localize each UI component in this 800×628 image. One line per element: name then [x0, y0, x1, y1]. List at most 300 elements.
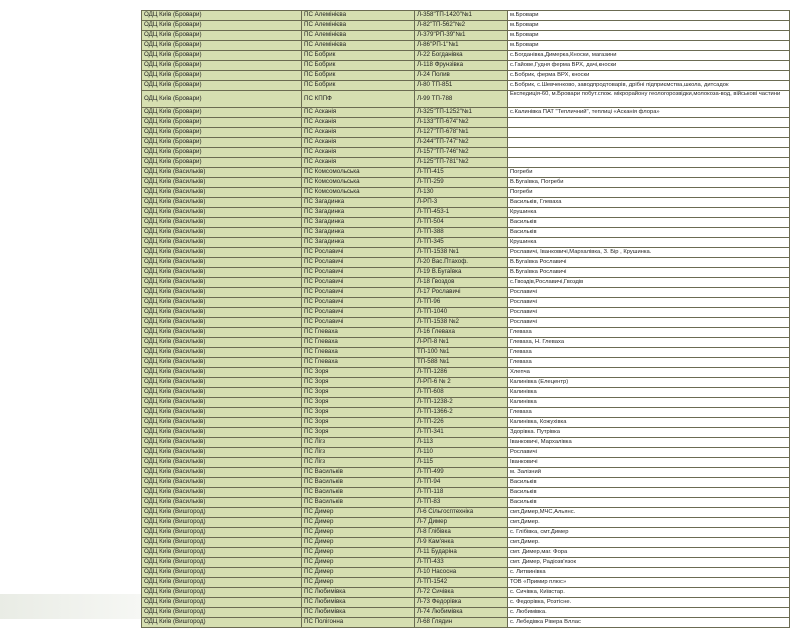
- dispatch-center-cell: ОДЦ Київ (Васильків): [142, 468, 302, 478]
- dispatch-center-cell: ОДЦ Київ (Вишгород): [142, 538, 302, 548]
- feeder-line-cell: Л-157"ТП-746"№2: [415, 148, 508, 158]
- table-row: [142, 328, 790, 338]
- feeder-line-cell: Л-99 ТП-788: [415, 91, 508, 108]
- affected-area-cell: Васильків: [508, 478, 790, 488]
- feeder-line-cell: Л-325"ТП-1252"№1: [415, 108, 508, 118]
- substation-cell: ПС Комсомольська: [302, 168, 415, 178]
- table-row: [142, 228, 790, 238]
- dispatch-center-cell: ОДЦ Київ (Васильків): [142, 338, 302, 348]
- feeder-line-cell: Л-110: [415, 448, 508, 458]
- dispatch-center-cell: ОДЦ Київ (Бровари): [142, 118, 302, 128]
- affected-area-cell: Васильків, Глеваха: [508, 198, 790, 208]
- feeder-line-cell: Л-80 ТП-851: [415, 81, 508, 91]
- dispatch-center-cell: ОДЦ Київ (Вишгород): [142, 508, 302, 518]
- affected-area-cell: Рославичі: [508, 318, 790, 328]
- dispatch-center-cell: ОДЦ Київ (Васильків): [142, 368, 302, 378]
- dispatch-center-cell: ОДЦ Київ (Бровари): [142, 138, 302, 148]
- feeder-line-cell: Л-ТП-94: [415, 478, 508, 488]
- dispatch-center-cell: ОДЦ Київ (Васильків): [142, 228, 302, 238]
- table-row: [142, 338, 790, 348]
- table-row: [142, 138, 790, 148]
- substation-cell: ПС Васильків: [302, 498, 415, 508]
- affected-area-cell: м.Бровари: [508, 11, 790, 21]
- substation-cell: ПС Димер: [302, 538, 415, 548]
- feeder-line-cell: Л-358"ТП-1420"№1: [415, 11, 508, 21]
- substation-cell: ПС Лігз: [302, 448, 415, 458]
- feeder-line-cell: Л-ТП-1538 №2: [415, 318, 508, 328]
- dispatch-center-cell: ОДЦ Київ (Бровари): [142, 21, 302, 31]
- dispatch-center-cell: ОДЦ Київ (Васильків): [142, 408, 302, 418]
- affected-area-cell: м.Бровари: [508, 31, 790, 41]
- affected-area-cell: Рославичі: [508, 448, 790, 458]
- affected-area-cell: Калинівка, Кожухівка: [508, 418, 790, 428]
- affected-area-cell: с.Гайове,Гудня ферма ВРХ, дачі,кноски: [508, 61, 790, 71]
- dispatch-center-cell: ОДЦ Київ (Бровари): [142, 148, 302, 158]
- table-row: [142, 348, 790, 358]
- feeder-line-cell: Л-ТП-1286: [415, 368, 508, 378]
- feeder-line-cell: Л-11 Бударіна: [415, 548, 508, 558]
- table-row: [142, 508, 790, 518]
- affected-area-cell: В.Бугаївка Рославичі: [508, 258, 790, 268]
- substation-cell: ПС Загадинка: [302, 218, 415, 228]
- feeder-line-cell: Л-РП-6 № 2: [415, 378, 508, 388]
- dispatch-center-cell: ОДЦ Київ (Васильків): [142, 198, 302, 208]
- feeder-line-cell: Л-РП-3: [415, 198, 508, 208]
- feeder-line-cell: Л-118 Фрунзівка: [415, 61, 508, 71]
- substation-cell: ПС Рославичі: [302, 278, 415, 288]
- feeder-line-cell: Л-ТП-415: [415, 168, 508, 178]
- feeder-line-cell: Л-115: [415, 458, 508, 468]
- dispatch-center-cell: ОДЦ Київ (Вишгород): [142, 558, 302, 568]
- dispatch-center-cell: ОДЦ Київ (Васильків): [142, 378, 302, 388]
- affected-area-cell: с.Богданівка,Димерка,Кноски, магазини: [508, 51, 790, 61]
- feeder-line-cell: Л-ТП-1366-2: [415, 408, 508, 418]
- affected-area-cell: с. Литвинівка: [508, 568, 790, 578]
- dispatch-center-cell: ОДЦ Київ (Васильків): [142, 438, 302, 448]
- dispatch-center-cell: ОДЦ Київ (Бровари): [142, 91, 302, 108]
- substation-cell: ПС КППФ: [302, 91, 415, 108]
- affected-area-cell: [508, 128, 790, 138]
- feeder-line-cell: ТП-100 №1: [415, 348, 508, 358]
- affected-area-cell: с.Калинівка ПАТ "Тепличний", теплиці «Асканія флора»: [508, 108, 790, 118]
- table-row: [142, 71, 790, 81]
- dispatch-center-cell: ОДЦ Київ (Бровари): [142, 128, 302, 138]
- feeder-line-cell: Л-16 Глеваха: [415, 328, 508, 338]
- substation-cell: ПС Рославичі: [302, 248, 415, 258]
- dispatch-center-cell: ОДЦ Київ (Бровари): [142, 51, 302, 61]
- feeder-line-cell: Л-379"РП-39"№1: [415, 31, 508, 41]
- affected-area-cell: [508, 158, 790, 168]
- affected-area-cell: с. Сичівка, Київстар.: [508, 588, 790, 598]
- table-row: [142, 308, 790, 318]
- dispatch-center-cell: ОДЦ Київ (Вишгород): [142, 548, 302, 558]
- feeder-line-cell: Л-ТП-96: [415, 298, 508, 308]
- table-row: [142, 588, 790, 598]
- affected-area-cell: [508, 148, 790, 158]
- table-row: [142, 458, 790, 468]
- table-row: [142, 448, 790, 458]
- table-row: [142, 468, 790, 478]
- dispatch-center-cell: ОДЦ Київ (Бровари): [142, 41, 302, 51]
- dispatch-center-cell: ОДЦ Київ (Бровари): [142, 158, 302, 168]
- affected-area-cell: смт. Димер, Радіозв'язок: [508, 558, 790, 568]
- feeder-line-cell: Л-7 Димер: [415, 518, 508, 528]
- substation-cell: ПС Глеваха: [302, 348, 415, 358]
- feeder-line-cell: Л-130: [415, 188, 508, 198]
- substation-cell: ПС Димер: [302, 508, 415, 518]
- substation-cell: ПС Комсомольська: [302, 188, 415, 198]
- dispatch-center-cell: ОДЦ Київ (Васильків): [142, 218, 302, 228]
- substation-cell: ПС Глеваха: [302, 328, 415, 338]
- substation-cell: ПС Бобрик: [302, 71, 415, 81]
- feeder-line-cell: Л-ТП-433: [415, 558, 508, 568]
- substation-cell: ПС Загадинка: [302, 198, 415, 208]
- dispatch-center-cell: ОДЦ Київ (Вишгород): [142, 588, 302, 598]
- dispatch-center-cell: ОДЦ Київ (Вишгород): [142, 568, 302, 578]
- table-row: [142, 108, 790, 118]
- substation-cell: ПС Зоря: [302, 388, 415, 398]
- affected-area-cell: Погреби: [508, 168, 790, 178]
- table-row: [142, 238, 790, 248]
- affected-area-cell: Крушинка: [508, 238, 790, 248]
- affected-area-cell: В.Бугаївка, Погреби: [508, 178, 790, 188]
- affected-area-cell: Васильків: [508, 228, 790, 238]
- table-row: [142, 208, 790, 218]
- affected-area-cell: Іванковичі, Мархалівка: [508, 438, 790, 448]
- feeder-line-cell: Л-ТП-388: [415, 228, 508, 238]
- dispatch-center-cell: ОДЦ Київ (Вишгород): [142, 598, 302, 608]
- feeder-line-cell: Л-ТП-345: [415, 238, 508, 248]
- table-row: [142, 278, 790, 288]
- table-row: [142, 148, 790, 158]
- affected-area-cell: [508, 138, 790, 148]
- outage-schedule-sheet: [141, 10, 789, 628]
- dispatch-center-cell: ОДЦ Київ (Васильків): [142, 418, 302, 428]
- feeder-line-cell: Л-6 Сільгосптехніка: [415, 508, 508, 518]
- table-row: [142, 258, 790, 268]
- affected-area-cell: с. Глібівка, смт.Димер: [508, 528, 790, 538]
- substation-cell: ПС Глеваха: [302, 358, 415, 368]
- feeder-line-cell: Л-22 Богданівка: [415, 51, 508, 61]
- dispatch-center-cell: ОДЦ Київ (Васильків): [142, 168, 302, 178]
- table-row: [142, 498, 790, 508]
- substation-cell: ПС Алемінієва: [302, 41, 415, 51]
- table-row: [142, 528, 790, 538]
- table-row: [142, 31, 790, 41]
- substation-cell: ПС Васильків: [302, 488, 415, 498]
- feeder-line-cell: ТП-588 №1: [415, 358, 508, 368]
- feeder-line-cell: Л-ТП-453-1: [415, 208, 508, 218]
- affected-area-cell: с.Бобрик, ферма ВРХ, кноски: [508, 71, 790, 81]
- affected-area-cell: [508, 118, 790, 128]
- substation-cell: ПС Загадинка: [302, 208, 415, 218]
- substation-cell: ПС Зоря: [302, 428, 415, 438]
- substation-cell: ПС Зоря: [302, 408, 415, 418]
- feeder-line-cell: Л-125"ТП-781"№2: [415, 158, 508, 168]
- dispatch-center-cell: ОДЦ Київ (Вишгород): [142, 608, 302, 618]
- dispatch-center-cell: ОДЦ Київ (Васильків): [142, 278, 302, 288]
- substation-cell: ПС Асканія: [302, 118, 415, 128]
- table-row: [142, 81, 790, 91]
- dispatch-center-cell: ОДЦ Київ (Васильків): [142, 328, 302, 338]
- table-row: [142, 368, 790, 378]
- feeder-line-cell: Л-ТП-259: [415, 178, 508, 188]
- substation-cell: ПС Зоря: [302, 368, 415, 378]
- substation-cell: ПС Лігз: [302, 438, 415, 448]
- dispatch-center-cell: ОДЦ Київ (Васильків): [142, 348, 302, 358]
- affected-area-cell: Глеваха: [508, 328, 790, 338]
- table-row: [142, 568, 790, 578]
- substation-cell: ПС Лігз: [302, 458, 415, 468]
- substation-cell: ПС Загадинка: [302, 238, 415, 248]
- dispatch-center-cell: ОДЦ Київ (Васильків): [142, 308, 302, 318]
- feeder-line-cell: Л-10 Насосна: [415, 568, 508, 578]
- affected-area-cell: Глеваха: [508, 348, 790, 358]
- table-row: [142, 51, 790, 61]
- substation-cell: ПС Бобрик: [302, 51, 415, 61]
- feeder-line-cell: Л-133"ТП-674"№2: [415, 118, 508, 128]
- feeder-line-cell: Л-ТП-1040: [415, 308, 508, 318]
- feeder-line-cell: Л-86"РП-1"№1: [415, 41, 508, 51]
- feeder-line-cell: Л-ТП-499: [415, 468, 508, 478]
- substation-cell: ПС Рославичі: [302, 258, 415, 268]
- substation-cell: ПС Зоря: [302, 398, 415, 408]
- feeder-line-cell: Л-18 Гвоздов: [415, 278, 508, 288]
- table-row: [142, 478, 790, 488]
- substation-cell: ПС Васильків: [302, 468, 415, 478]
- table-row: [142, 158, 790, 168]
- dispatch-center-cell: ОДЦ Київ (Бровари): [142, 71, 302, 81]
- substation-cell: ПС Рославичі: [302, 298, 415, 308]
- substation-cell: ПС Димер: [302, 578, 415, 588]
- table-row: [142, 198, 790, 208]
- substation-cell: ПС Загадинка: [302, 228, 415, 238]
- dispatch-center-cell: ОДЦ Київ (Васильків): [142, 288, 302, 298]
- affected-area-cell: с. Лебедівка Рівера Вллас: [508, 618, 790, 628]
- affected-area-cell: Васильків: [508, 218, 790, 228]
- table-row: [142, 61, 790, 71]
- affected-area-cell: м. Залізний: [508, 468, 790, 478]
- feeder-line-cell: Л-ТП-1538 №1: [415, 248, 508, 258]
- dispatch-center-cell: ОДЦ Київ (Вишгород): [142, 618, 302, 628]
- substation-cell: ПС Рославичі: [302, 268, 415, 278]
- dispatch-center-cell: ОДЦ Київ (Васильків): [142, 188, 302, 198]
- table-row: [142, 428, 790, 438]
- table-row: [142, 298, 790, 308]
- substation-cell: ПС Димер: [302, 568, 415, 578]
- dispatch-center-cell: ОДЦ Київ (Бровари): [142, 108, 302, 118]
- feeder-line-cell: Л-ТП-1238-2: [415, 398, 508, 408]
- table-row: [142, 388, 790, 398]
- dispatch-center-cell: ОДЦ Київ (Бровари): [142, 31, 302, 41]
- substation-cell: ПС Асканія: [302, 138, 415, 148]
- affected-area-cell: Калинівка: [508, 398, 790, 408]
- table-row: [142, 558, 790, 568]
- table-row: [142, 188, 790, 198]
- substation-cell: ПС Васильків: [302, 478, 415, 488]
- affected-area-cell: с. Федорівка, Розтісне.: [508, 598, 790, 608]
- dispatch-center-cell: ОДЦ Київ (Бровари): [142, 11, 302, 21]
- feeder-line-cell: Л-24 Полив: [415, 71, 508, 81]
- feeder-line-cell: Л-19 В.Бугаївка: [415, 268, 508, 278]
- table-row: [142, 578, 790, 588]
- table-row: [142, 598, 790, 608]
- table-row: [142, 608, 790, 618]
- dispatch-center-cell: ОДЦ Київ (Васильків): [142, 258, 302, 268]
- feeder-line-cell: Л-ТП-83: [415, 498, 508, 508]
- feeder-line-cell: Л-68 Глядин: [415, 618, 508, 628]
- dispatch-center-cell: ОДЦ Київ (Васильків): [142, 458, 302, 468]
- affected-area-cell: с. Любимівка.: [508, 608, 790, 618]
- table-row: [142, 538, 790, 548]
- dispatch-center-cell: ОДЦ Київ (Васильків): [142, 398, 302, 408]
- page-edge-shadow: [0, 594, 141, 619]
- feeder-line-cell: Л-244"ТП-747"№2: [415, 138, 508, 148]
- affected-area-cell: Глеваха: [508, 358, 790, 368]
- substation-cell: ПС Асканія: [302, 148, 415, 158]
- table-row: [142, 318, 790, 328]
- dispatch-center-cell: ОДЦ Київ (Васильків): [142, 248, 302, 258]
- feeder-line-cell: Л-РП-8 №1: [415, 338, 508, 348]
- affected-area-cell: В.Бугаївка Рославичі: [508, 268, 790, 278]
- dispatch-center-cell: ОДЦ Київ (Васильків): [142, 268, 302, 278]
- table-row: [142, 21, 790, 31]
- substation-cell: ПС Бобрик: [302, 61, 415, 71]
- dispatch-center-cell: ОДЦ Київ (Васильків): [142, 388, 302, 398]
- table-row: [142, 548, 790, 558]
- table-row: [142, 408, 790, 418]
- affected-area-cell: Іванковичі: [508, 458, 790, 468]
- affected-area-cell: смт. Димер,маг. Фора: [508, 548, 790, 558]
- feeder-line-cell: Л-82"ТП-562"№2: [415, 21, 508, 31]
- feeder-line-cell: Л-72 Сичівка: [415, 588, 508, 598]
- substation-cell: ПС Асканія: [302, 128, 415, 138]
- substation-cell: ПС Асканія: [302, 158, 415, 168]
- feeder-line-cell: Л-ТП-341: [415, 428, 508, 438]
- dispatch-center-cell: ОДЦ Київ (Вишгород): [142, 518, 302, 528]
- table-row: [142, 398, 790, 408]
- dispatch-center-cell: ОДЦ Київ (Васильків): [142, 498, 302, 508]
- feeder-line-cell: Л-20 Вас.Птахоф.: [415, 258, 508, 268]
- affected-area-cell: ТОВ «Примир плюс»: [508, 578, 790, 588]
- substation-cell: ПС Рославичі: [302, 308, 415, 318]
- table-row: [142, 248, 790, 258]
- affected-area-cell: Рославичі: [508, 288, 790, 298]
- substation-cell: ПС Зоря: [302, 418, 415, 428]
- affected-area-cell: с.Бобрик, с.Шевченково, заводпродтоварів, дрібні підприємства,школа, дитсадок: [508, 81, 790, 91]
- dispatch-center-cell: ОДЦ Київ (Васильків): [142, 358, 302, 368]
- table-row: [142, 41, 790, 51]
- dispatch-center-cell: ОДЦ Київ (Васильків): [142, 448, 302, 458]
- substation-cell: ПС Асканія: [302, 108, 415, 118]
- table-row: [142, 168, 790, 178]
- table-row: [142, 358, 790, 368]
- dispatch-center-cell: ОДЦ Київ (Васильків): [142, 488, 302, 498]
- table-body: [142, 11, 790, 628]
- feeder-line-cell: Л-ТП-226: [415, 418, 508, 428]
- feeder-line-cell: Л-113: [415, 438, 508, 448]
- affected-area-cell: Хлепча: [508, 368, 790, 378]
- feeder-line-cell: Л-9 Кам'янка: [415, 538, 508, 548]
- feeder-line-cell: Л-ТП-608: [415, 388, 508, 398]
- table-row: [142, 488, 790, 498]
- substation-cell: ПС Комсомольська: [302, 178, 415, 188]
- dispatch-center-cell: ОДЦ Київ (Васильків): [142, 208, 302, 218]
- substation-cell: ПС Любимівка: [302, 588, 415, 598]
- substation-cell: ПС Димер: [302, 548, 415, 558]
- affected-area-cell: Калинівка (Елецентр): [508, 378, 790, 388]
- dispatch-center-cell: ОДЦ Київ (Васильків): [142, 178, 302, 188]
- table-row: [142, 218, 790, 228]
- affected-area-cell: Калинівка: [508, 388, 790, 398]
- table-row: [142, 418, 790, 428]
- affected-area-cell: Рославичі: [508, 298, 790, 308]
- table-row: [142, 518, 790, 528]
- affected-area-cell: Експедиція-60, м.Бровари побут.спож. мікрорайону геологорозвідки,молокоза-вод, військові частини: [508, 91, 790, 108]
- dispatch-center-cell: ОДЦ Київ (Васильків): [142, 238, 302, 248]
- feeder-line-cell: Л-17 Рославичі: [415, 288, 508, 298]
- affected-area-cell: с.Гвоздів,Рославичі,Гвоздів: [508, 278, 790, 288]
- table-row: [142, 118, 790, 128]
- affected-area-cell: Глеваха: [508, 408, 790, 418]
- substation-cell: ПС Полігонна: [302, 618, 415, 628]
- affected-area-cell: Здорівка. Путрівка: [508, 428, 790, 438]
- affected-area-cell: смт.Димер.: [508, 518, 790, 528]
- feeder-line-cell: Л-74 Любимівка: [415, 608, 508, 618]
- feeder-line-cell: Л-127"ТП-678"№1: [415, 128, 508, 138]
- table-row: [142, 91, 790, 108]
- substation-cell: ПС Димер: [302, 528, 415, 538]
- feeder-line-cell: Л-73 Федорівка: [415, 598, 508, 608]
- substation-cell: ПС Димер: [302, 518, 415, 528]
- substation-cell: ПС Глеваха: [302, 338, 415, 348]
- dispatch-center-cell: ОДЦ Київ (Вишгород): [142, 578, 302, 588]
- feeder-line-cell: Л-ТП-118: [415, 488, 508, 498]
- affected-area-cell: м.Бровари: [508, 41, 790, 51]
- substation-cell: ПС Любимівка: [302, 608, 415, 618]
- dispatch-center-cell: ОДЦ Київ (Бровари): [142, 81, 302, 91]
- table-row: [142, 11, 790, 21]
- table-row: [142, 378, 790, 388]
- dispatch-center-cell: ОДЦ Київ (Васильків): [142, 478, 302, 488]
- affected-area-cell: Рославичі, Іванковичі,Мархалівка, З. Бір , Крушинка.: [508, 248, 790, 258]
- dispatch-center-cell: ОДЦ Київ (Васильків): [142, 428, 302, 438]
- affected-area-cell: Глеваха, Н. Глеваха: [508, 338, 790, 348]
- substation-cell: ПС Зоря: [302, 378, 415, 388]
- table-row: [142, 618, 790, 628]
- substation-cell: ПС Алемінієва: [302, 31, 415, 41]
- outage-table: [141, 10, 790, 628]
- affected-area-cell: Погреби: [508, 188, 790, 198]
- table-row: [142, 438, 790, 448]
- dispatch-center-cell: ОДЦ Київ (Васильків): [142, 298, 302, 308]
- affected-area-cell: смт.Димер.: [508, 538, 790, 548]
- substation-cell: ПС Любимівка: [302, 598, 415, 608]
- substation-cell: ПС Алемінієва: [302, 21, 415, 31]
- table-row: [142, 288, 790, 298]
- table-row: [142, 268, 790, 278]
- affected-area-cell: Васильків: [508, 488, 790, 498]
- substation-cell: ПС Алемінієва: [302, 11, 415, 21]
- feeder-line-cell: Л-ТП-504: [415, 218, 508, 228]
- substation-cell: ПС Рославичі: [302, 318, 415, 328]
- dispatch-center-cell: ОДЦ Київ (Бровари): [142, 61, 302, 71]
- affected-area-cell: Васильків: [508, 498, 790, 508]
- table-row: [142, 128, 790, 138]
- affected-area-cell: Рославичі: [508, 308, 790, 318]
- feeder-line-cell: Л-8 Глібівка: [415, 528, 508, 538]
- affected-area-cell: смт.Димер,МЧС,Альянс.: [508, 508, 790, 518]
